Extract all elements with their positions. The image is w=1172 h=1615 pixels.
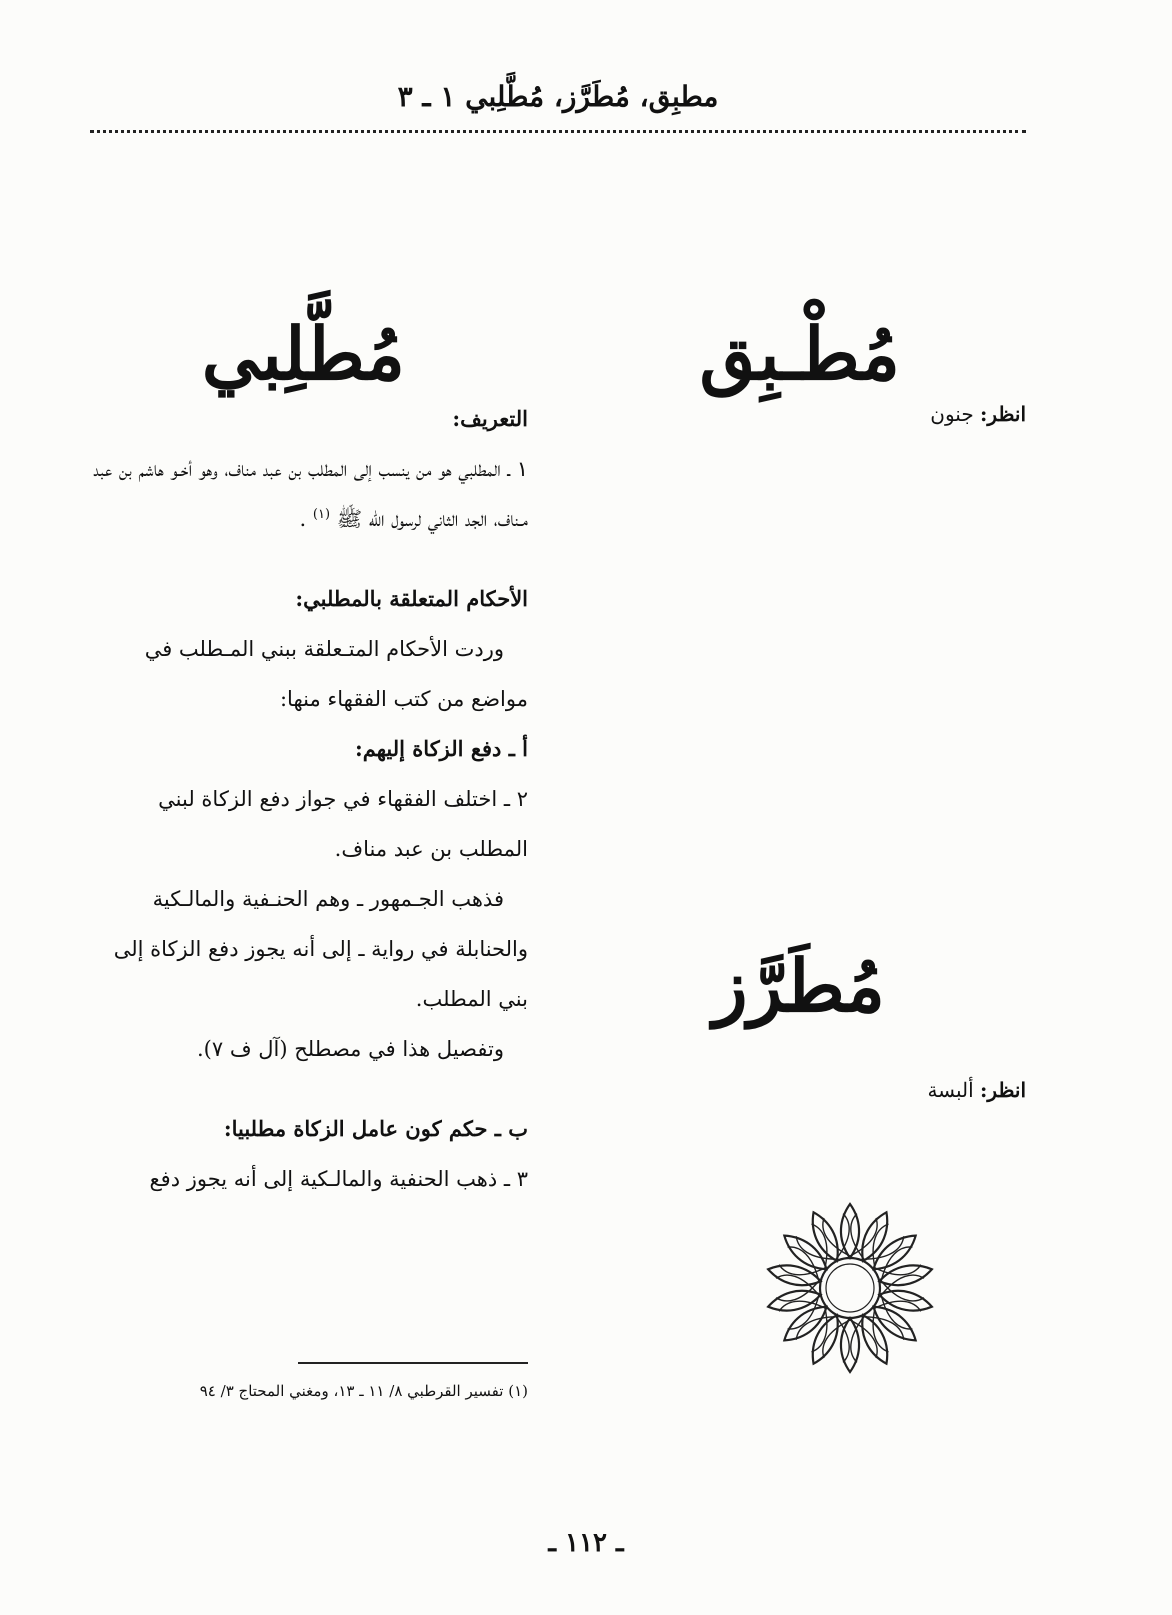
paragraph-text: ١ ـ المطلبي هو من ينسب إلى المطلب بن عبد مناف، وهو أخـو هاشم بن عبد مـناف، الجد الثاني لرسول الله ﷺ <box>93 457 528 531</box>
see-target: ألبسة <box>927 1078 974 1102</box>
see-label: انظر: <box>980 402 1026 426</box>
paragraph-rulings-intro: وردت الأحكام المتـعلقة ببني المـطلب في مواضع من كتب الفقهاء منها: <box>144 637 528 711</box>
footnote-reference[interactable]: (١) <box>312 507 331 522</box>
see-reference-mutbiq <box>800 402 1026 426</box>
see-label: انظر: <box>980 1078 1026 1102</box>
page-number: ـ ١١٢ ـ <box>548 1528 624 1558</box>
star-rosette-ornament-icon <box>760 1198 940 1378</box>
paragraph-cross-reference: وتفصيل هذا في مصطلح (آل ف ٧). <box>197 1037 504 1061</box>
subheading-a: أ ـ دفع الزكاة إليهم: <box>355 736 528 761</box>
paragraph-end: . <box>299 507 307 531</box>
entry-word-mutarraz: مُطَرَّز <box>712 943 885 1028</box>
footnote-divider <box>298 1362 528 1364</box>
header-divider <box>90 130 1026 133</box>
paragraph-2: ٢ ـ اختلف الفقهاء في جواز دفع الزكاة لبني المطلب بن عبد مناف. <box>158 787 528 861</box>
rulings-heading: الأحكام المتعلقة بالمطلبي: <box>295 586 528 611</box>
entry-word-muttalibi: مُطَّلِبي <box>201 311 405 396</box>
definition-heading: التعريف: <box>452 406 528 431</box>
page-header: مطبِق، مُطَرَّز، مُطَّلِبي ١ ـ ٣ <box>397 80 719 113</box>
subheading-b: ب ـ حكم كون عامل الزكاة مطلبيا: <box>223 1116 528 1141</box>
see-target: جنون <box>930 402 974 426</box>
entry-word-mutbiq: مُطْـبِق <box>699 311 900 396</box>
paragraph-definition <box>90 444 528 544</box>
see-reference-mutarraz <box>800 1078 1026 1102</box>
entry-body <box>90 394 528 1204</box>
paragraph-majority: فذهب الجـمهور ـ وهم الحنـفية والمالـكية والحنابلة في رواية ـ إلى أنه يجوز دفع الزكاة إلى بني المطلب. <box>113 887 528 1011</box>
paragraph-3: ٣ ـ ذهب الحنفية والمالـكية إلى أنه يجوز دفع <box>149 1167 528 1191</box>
footnote: (١) تفسير القرطبي ٨/ ١١ ـ ١٣، ومغني المحتاج ٣/ ٩٤ <box>199 1382 528 1400</box>
